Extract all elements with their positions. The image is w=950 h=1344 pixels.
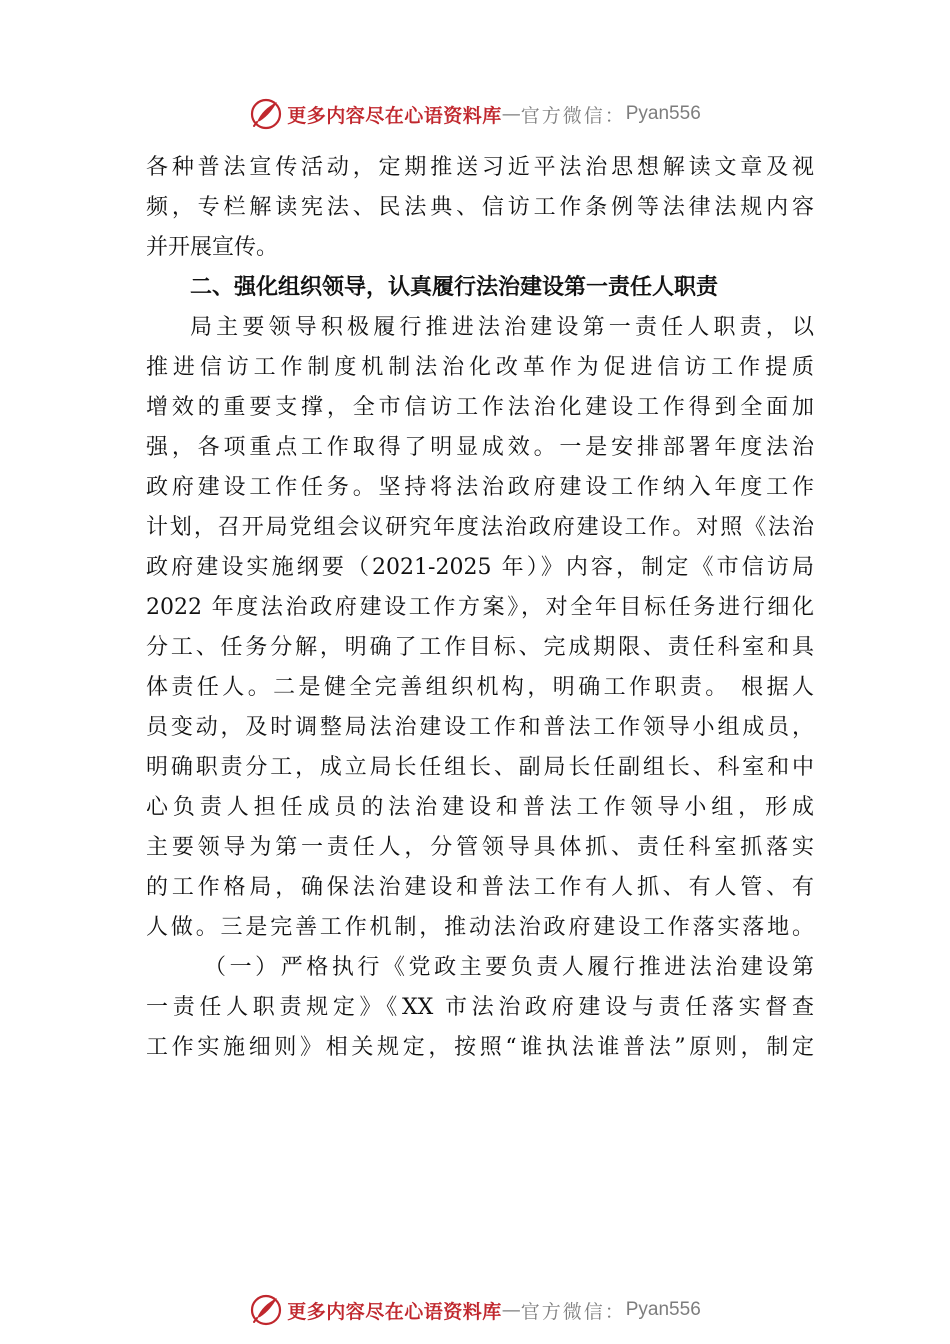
watermark-wechat-label: 官方微信：: [520, 1300, 626, 1323]
watermark-footer: [0, 1290, 950, 1330]
watermark-dash: —: [501, 103, 521, 125]
text-line: 心负责人担任成员的法治建设和普法工作领导小组，形成: [146, 795, 814, 820]
text-line: 体责任人。二是健全完善组织机构，明确工作职责。 根据人: [146, 675, 814, 700]
watermark-handle: Pyan556: [625, 1299, 701, 1320]
text-line: 并开展宣传。: [146, 235, 279, 260]
text-line: 2022 年度法治政府建设工作方案》，对全年目标任务进行细化: [146, 595, 814, 620]
watermark-red-text: 更多内容尽在心语资料库: [287, 104, 502, 127]
text-line: 政府建设实施纲要（2021-2025 年）》内容，制定《市信访局: [146, 555, 814, 580]
watermark-header: [0, 94, 950, 134]
text-line: （一）严格执行《党政主要负责人履行推进法治建设第: [204, 955, 814, 980]
quill-logo-icon: [249, 97, 283, 131]
text-line: 工作实施细则》相关规定，按照“谁执法谁普法”原则，制定: [146, 1035, 814, 1060]
watermark-red-text: 更多内容尽在心语资料库: [287, 1300, 502, 1323]
text-line: 强，各项重点工作取得了明显成效。一是安排部署年度法治: [146, 435, 814, 460]
text-line: 计划，召开局党组会议研究年度法治政府建设工作。对照《法治: [146, 515, 814, 540]
text-line: 主要领导为第一责任人，分管领导具体抓、责任科室抓落实: [146, 835, 814, 860]
text-line: 频，专栏解读宪法、民法典、信访工作条例等法律法规内容: [146, 195, 814, 220]
text-line: 局主要领导积极履行推进法治建设第一责任人职责，以: [190, 315, 814, 340]
text-line: 明确职责分工，成立局长任组长、副局长任副组长、科室和中: [146, 755, 814, 780]
text-line: 员变动，及时调整局法治建设工作和普法工作领导小组成员，: [146, 715, 814, 740]
text-line: 的工作格局，确保法治建设和普法工作有人抓、有人管、有: [146, 875, 814, 900]
text-line: 推进信访工作制度机制法治化改革作为促进信访工作提质: [146, 355, 814, 380]
watermark-wechat-label: 官方微信：: [520, 104, 626, 127]
document-body: [146, 148, 814, 1068]
section-heading: 二、强化组织领导，认真履行法治建设第一责任人职责: [190, 275, 719, 300]
text-line: 增效的重要支撑，全市信访工作法治化建设工作得到全面加: [146, 395, 814, 420]
text-line: 分工、任务分解，明确了工作目标、完成期限、责任科室和具: [146, 635, 814, 660]
text-line: 一责任人职责规定》《XX 市法治政府建设与责任落实督查: [146, 995, 814, 1020]
text-line: 政府建设工作任务。坚持将法治政府建设工作纳入年度工作: [146, 475, 814, 500]
watermark-handle: Pyan556: [625, 103, 701, 124]
quill-logo-icon: [249, 1293, 283, 1327]
watermark-dash: —: [501, 1299, 521, 1321]
text-line: 各种普法宣传活动，定期推送习近平法治思想解读文章及视: [146, 155, 814, 180]
text-line: 人做。三是完善工作机制，推动法治政府建设工作落实落地。: [146, 915, 814, 940]
